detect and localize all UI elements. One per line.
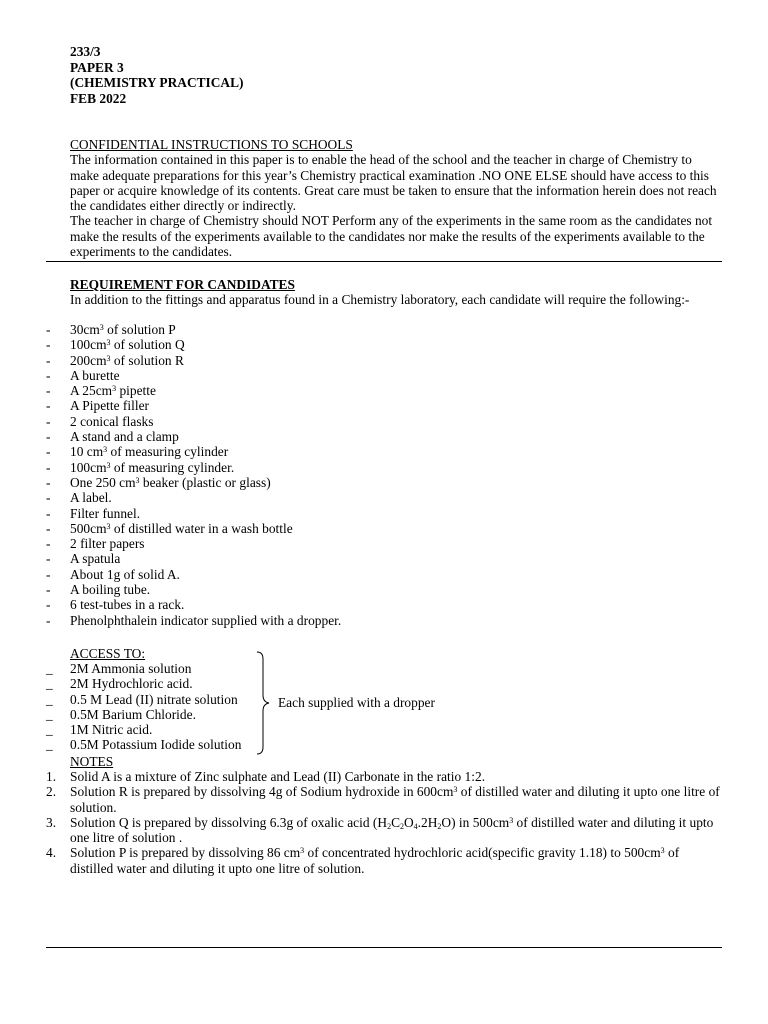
requirement-item	[46, 506, 722, 521]
requirement-item	[46, 460, 722, 475]
list-item-text: 2 filter papers	[70, 536, 145, 552]
requirement-item	[46, 536, 722, 551]
list-item-text: A $25cm^3$ pipette	[70, 383, 156, 399]
list-item-text: $100cm^3$ of solution Q	[70, 337, 185, 353]
list-item-text: $100cm^3$ of measuring cylinder.	[70, 459, 235, 475]
paper-subject: (CHEMISTRY PRACTICAL)	[70, 75, 244, 90]
list-item-text: A label.	[70, 490, 112, 506]
note-text: Solution P is prepared by dissolving 86 $cm^3$ of concentrated hydrochloric acid(specific gravity 1.18) to $500cm^3$ of distilled water and diluting it upto one litre of solution.	[70, 845, 680, 876]
list-bullet: _	[46, 661, 53, 676]
section-divider-top	[46, 261, 722, 262]
curly-brace-icon	[254, 651, 272, 755]
note-item	[46, 845, 722, 876]
note-text: Solid A is a mixture of Zinc sulphate and Lead (II) Carbonate in the ratio 1:2.	[70, 769, 486, 784]
list-item-text: A spatula	[70, 551, 121, 567]
note-number: 4.	[46, 845, 57, 861]
list-bullet: -	[46, 520, 51, 536]
requirement-item	[46, 582, 722, 597]
access-header	[70, 646, 724, 661]
list-item-text: A burette	[70, 367, 120, 383]
list-bullet: -	[46, 444, 51, 460]
requirements-list	[46, 322, 722, 628]
access-item	[46, 737, 722, 752]
requirement-item	[46, 383, 722, 398]
note-text: Solution Q is prepared by dissolving 6.3g of oxalic acid $(H_2C_2O_4.2H_2O)$ in $500cm^3$ of distilled water and diluting it upto one litre of solution .	[70, 814, 714, 846]
list-bullet: -	[46, 597, 51, 613]
list-item-text: 0.5M Barium Chloride.	[70, 706, 196, 722]
list-item-text: A stand and a clamp	[70, 429, 179, 445]
paper-number: PAPER 3	[70, 59, 124, 75]
dropper-note: Each supplied with a dropper	[278, 695, 435, 710]
note-number: 3.	[46, 814, 57, 830]
note-number: 1.	[46, 769, 57, 784]
confidential-title: CONFIDENTIAL INSTRUCTIONS TO SCHOOLS	[70, 137, 353, 152]
notes-title: NOTES	[70, 754, 114, 769]
list-item-text: 0.5M Potassium Iodide solution	[70, 737, 242, 753]
confidential-paragraph-1: The information contained in this paper is to enable the head of the school and the teacher in charge of Chemistry to make adequate preparations for this year’s Chemistry practical examination .NO ONE ELSE should have access to this paper or acquire knowledge of its contents. Great care must be taken to ensure that the information herein does not reach the candidates either directly or indirectly.	[70, 152, 717, 214]
note-text: Solution R is prepared by dissolving 4g of Sodium hydroxide in $600cm^3$ of distilled water and diluting it upto one litre of solution.	[70, 784, 720, 815]
requirement-item	[46, 551, 722, 566]
list-item-text: 2M Hydrochloric acid.	[70, 676, 193, 692]
list-bullet: _	[46, 737, 53, 753]
notes-header	[70, 754, 724, 769]
list-bullet: -	[46, 322, 51, 337]
list-item-text: Filter funnel.	[70, 505, 141, 521]
requirement-item	[46, 475, 722, 490]
requirement-item	[46, 444, 722, 459]
requirement-item	[46, 567, 722, 582]
list-bullet: -	[46, 566, 51, 582]
list-bullet: _	[46, 706, 53, 722]
list-bullet: -	[46, 612, 51, 628]
list-item-text: A boiling tube.	[70, 582, 151, 598]
list-bullet: -	[46, 337, 51, 353]
list-bullet: -	[46, 352, 51, 368]
list-item-text: $30cm^3$ of solution P	[70, 322, 176, 337]
requirement-item	[46, 521, 722, 536]
requirement-item	[46, 414, 722, 429]
list-item-text: About 1g of solid A.	[70, 566, 180, 582]
list-item-text: 1M Nitric acid.	[70, 722, 153, 738]
list-bullet: -	[46, 536, 51, 552]
list-bullet: -	[46, 459, 51, 475]
list-item-text: 6 test-tubes in a rack.	[70, 597, 185, 613]
list-item-text: $200cm^3$ of solution R	[70, 352, 184, 368]
requirement-item	[46, 429, 722, 444]
confidential-paragraph-2: The teacher in charge of Chemistry should NOT Perform any of the experiments in the same room as the candidates not make the results of the experiments available to the candidates nor make the results of the experiments available to the experiments to the candidates.	[70, 213, 713, 260]
notes-list	[46, 769, 722, 876]
note-number: 2.	[46, 784, 57, 800]
list-bullet: -	[46, 413, 51, 429]
requirement-item	[46, 322, 722, 337]
list-bullet: -	[46, 367, 51, 383]
list-bullet: _	[46, 722, 53, 738]
list-bullet: -	[46, 551, 51, 567]
list-item-text: 10 $cm^3$ of measuring cylinder	[70, 444, 229, 460]
list-bullet: -	[46, 490, 51, 506]
list-item-text: 0.5 M Lead (II) nitrate solution	[70, 691, 238, 707]
requirements-title: REQUIREMENT FOR CANDIDATES	[70, 277, 295, 292]
access-item	[46, 661, 722, 676]
section-divider-bottom	[46, 947, 722, 948]
note-item	[46, 769, 722, 784]
list-bullet: _	[46, 676, 53, 692]
list-item-text: Phenolphthalein indicator supplied with a dropper.	[70, 612, 342, 628]
requirement-item	[46, 368, 722, 383]
requirement-item	[46, 337, 722, 352]
list-bullet: -	[46, 398, 51, 414]
list-item-text: 2M Ammonia solution	[70, 661, 192, 676]
list-bullet: _	[46, 691, 53, 707]
list-item-text: $500cm^3$ of distilled water in a wash bottle	[70, 520, 293, 536]
requirement-item	[46, 398, 722, 413]
note-item	[46, 784, 722, 815]
list-item-text: One 250 $cm^3$ beaker (plastic or glass)	[70, 474, 271, 490]
paper-header	[70, 44, 244, 106]
requirement-item	[46, 490, 722, 505]
paper-code: 233/3	[70, 44, 101, 59]
list-item-text: 2 conical flasks	[70, 413, 154, 429]
list-bullet: -	[46, 383, 51, 399]
requirements-intro: In addition to the fittings and apparatus found in a Chemistry laboratory, each candidate will require the following:-	[70, 292, 690, 308]
list-item-text: A Pipette filler	[70, 398, 150, 414]
access-item	[46, 676, 722, 691]
requirement-item	[46, 353, 722, 368]
list-bullet: -	[46, 429, 51, 445]
list-bullet: -	[46, 474, 51, 490]
confidential-section	[70, 137, 724, 259]
access-item	[46, 722, 722, 737]
list-bullet: -	[46, 505, 51, 521]
list-bullet: -	[46, 582, 51, 598]
note-item	[46, 815, 722, 846]
requirement-item	[46, 613, 722, 628]
requirement-item	[46, 597, 722, 612]
access-title: ACCESS TO:	[70, 646, 146, 661]
requirements-header	[70, 277, 724, 308]
paper-date: FEB 2022	[70, 90, 127, 106]
